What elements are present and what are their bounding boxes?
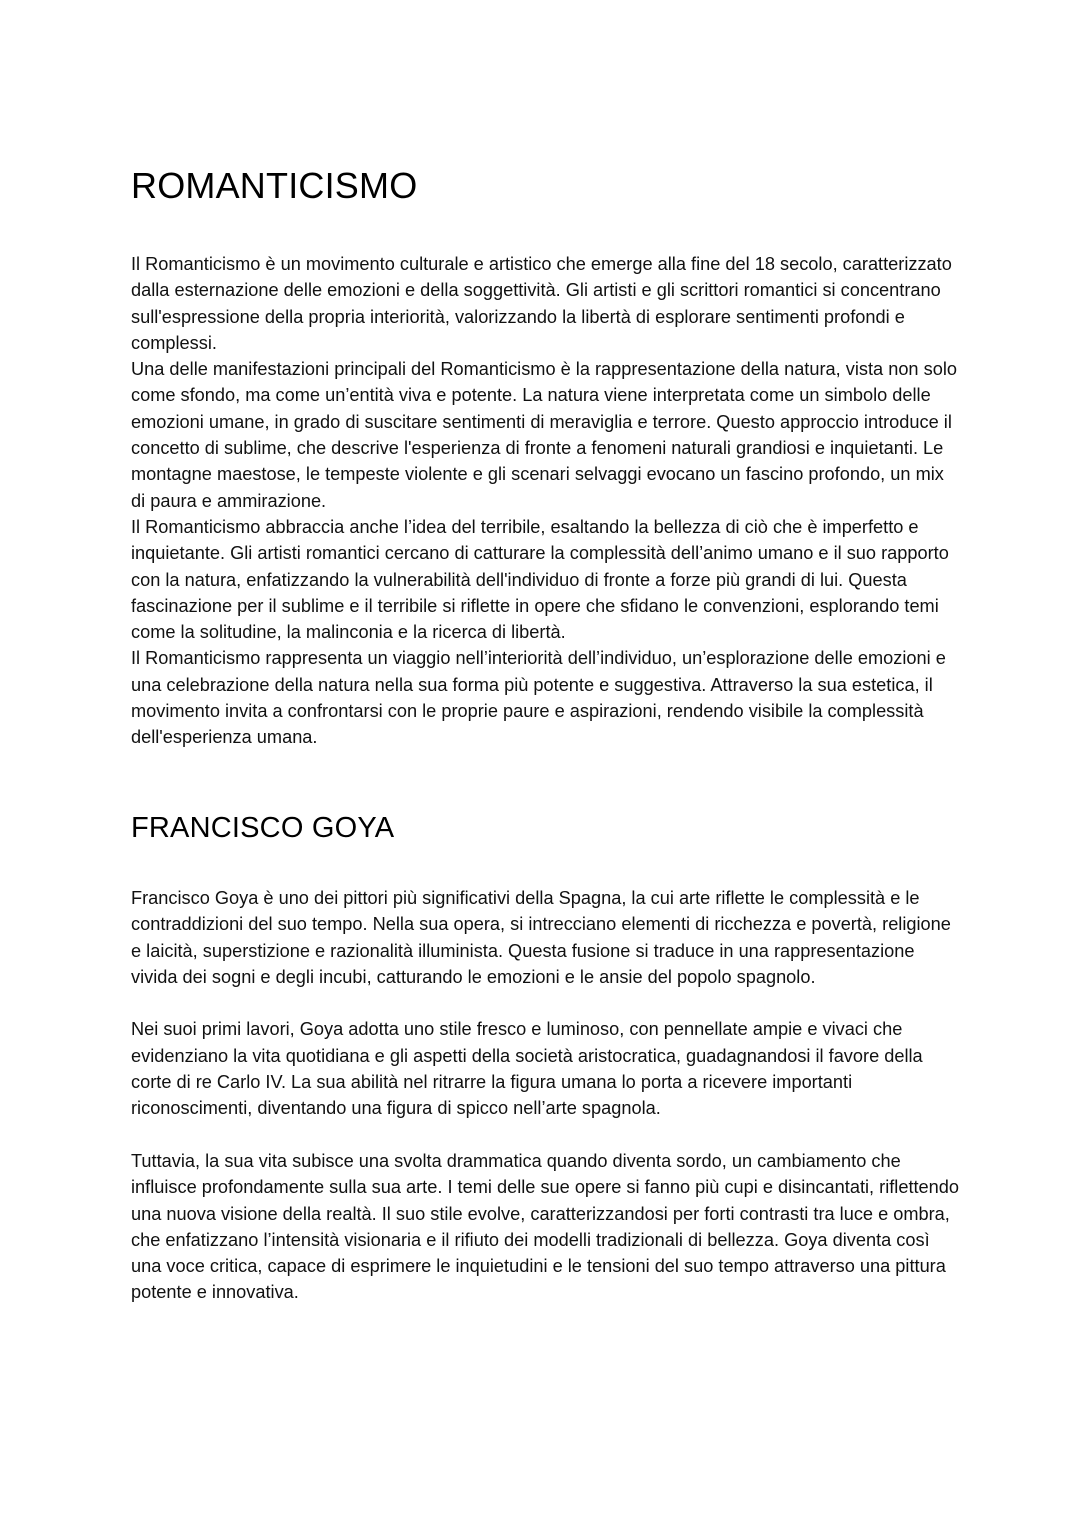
paragraph: Il Romanticismo rappresenta un viaggio nell’interiorità dell’individuo, un’esplorazione delle emozioni e una celebrazione della natura nella sua forma più potente e suggestiva. Attraverso la sua estetica, il movimento invita a confrontarsi con le proprie paure e aspirazioni, rendendo visibile la complessità dell'esperienza umana. [131,648,946,748]
paragraph: Francisco Goya è uno dei pittori più significativi della Spagna, la cui arte riflette le complessità e le contraddizioni del suo tempo. Nella sua opera, si intrecciano elementi di ricchezza e povertà, religione e laicità, superstizione e razionalità illuminista. Questa fusione si traduce in una rappresentazione vivida dei sogni e degli incubi, catturando le emozioni e le ansie del popolo spagnolo. [131,888,951,987]
paragraph: Una delle manifestazioni principali del Romanticismo è la rappresentazione della natura, vista non solo come sfondo, ma come un’entità viva e potente. La natura viene interpretata come un simbolo delle emozioni umane, in grado di suscitare sentimenti di meraviglia e terrore. Questo approccio introduce il concetto di sublime, che descrive l'esperienza di fronte a fenomeni naturali grandiosi e inquietanti. Le montagne maestose, le tempeste violente e gli scenari selvaggi evocano un fascino profondo, un mix di paura e ammirazione. [131,359,957,511]
paragraph: Tuttavia, la sua vita subisce una svolta drammatica quando diventa sordo, un cambiamento che influisce profondamente sulla sua arte. I temi delle sue opere si fanno più cupi e disincantati, riflettendo una nuova visione della realtà. Il suo stile evolve, caratterizzandosi per forti contrasti tra luce e ombra, che enfatizzano l’intensità visionaria e il rifiuto dei modelli tradizionali di bellezza. Goya diventa così una voce critica, capace di esprimere le inquietudini e le tensioni del suo tempo attraverso una pittura potente e innovativa. [131,1150,960,1303]
paragraph: Il Romanticismo è un movimento culturale e artistico che emerge alla fine del 18 secolo, caratterizzato dalla esternazione delle emozioni e della soggettività. Gli artisti e gli scrittori romantici si concentrano sull'espressione della propria interiorità, valorizzando la libertà di esplorare sentimenti profondi e complessi. [131,254,952,353]
paragraph: Nei suoi primi lavori, Goya adotta uno stile fresco e luminoso, con pennellate ampie e vivaci che evidenziano la vita quotidiana e gli aspetti della società aristocratica, guadagnandosi il favore della corte di re Carlo IV. La sua abilità nel ritrarre la figura umana lo porta a ricevere importanti riconoscimenti, diventando una figura di spicco nell’arte spagnola. [131,1019,923,1119]
paragraph: Il Romanticismo abbraccia anche l’idea del terribile, esaltando la bellezza di ciò che è imperfetto e inquietante. Gli artisti romantici cercano di catturare la complessità dell’animo umano e il suo rapporto con la natura, enfatizzando la vulnerabilità dell'individuo di fronte a forze più grandi di lui. Questa fascinazione per il sublime e il terribile si riflette in opere che sfidano le convenzioni, esplorando temi come la solitudine, la malinconia e la ricerca di libertà. [131,516,949,643]
section-title-goya: FRANCISCO GOYA [131,812,395,844]
section-body-romanticismo [131,251,961,751]
section-title-romanticismo: ROMANTICISMO [131,165,418,206]
section-body-goya [131,885,961,1306]
